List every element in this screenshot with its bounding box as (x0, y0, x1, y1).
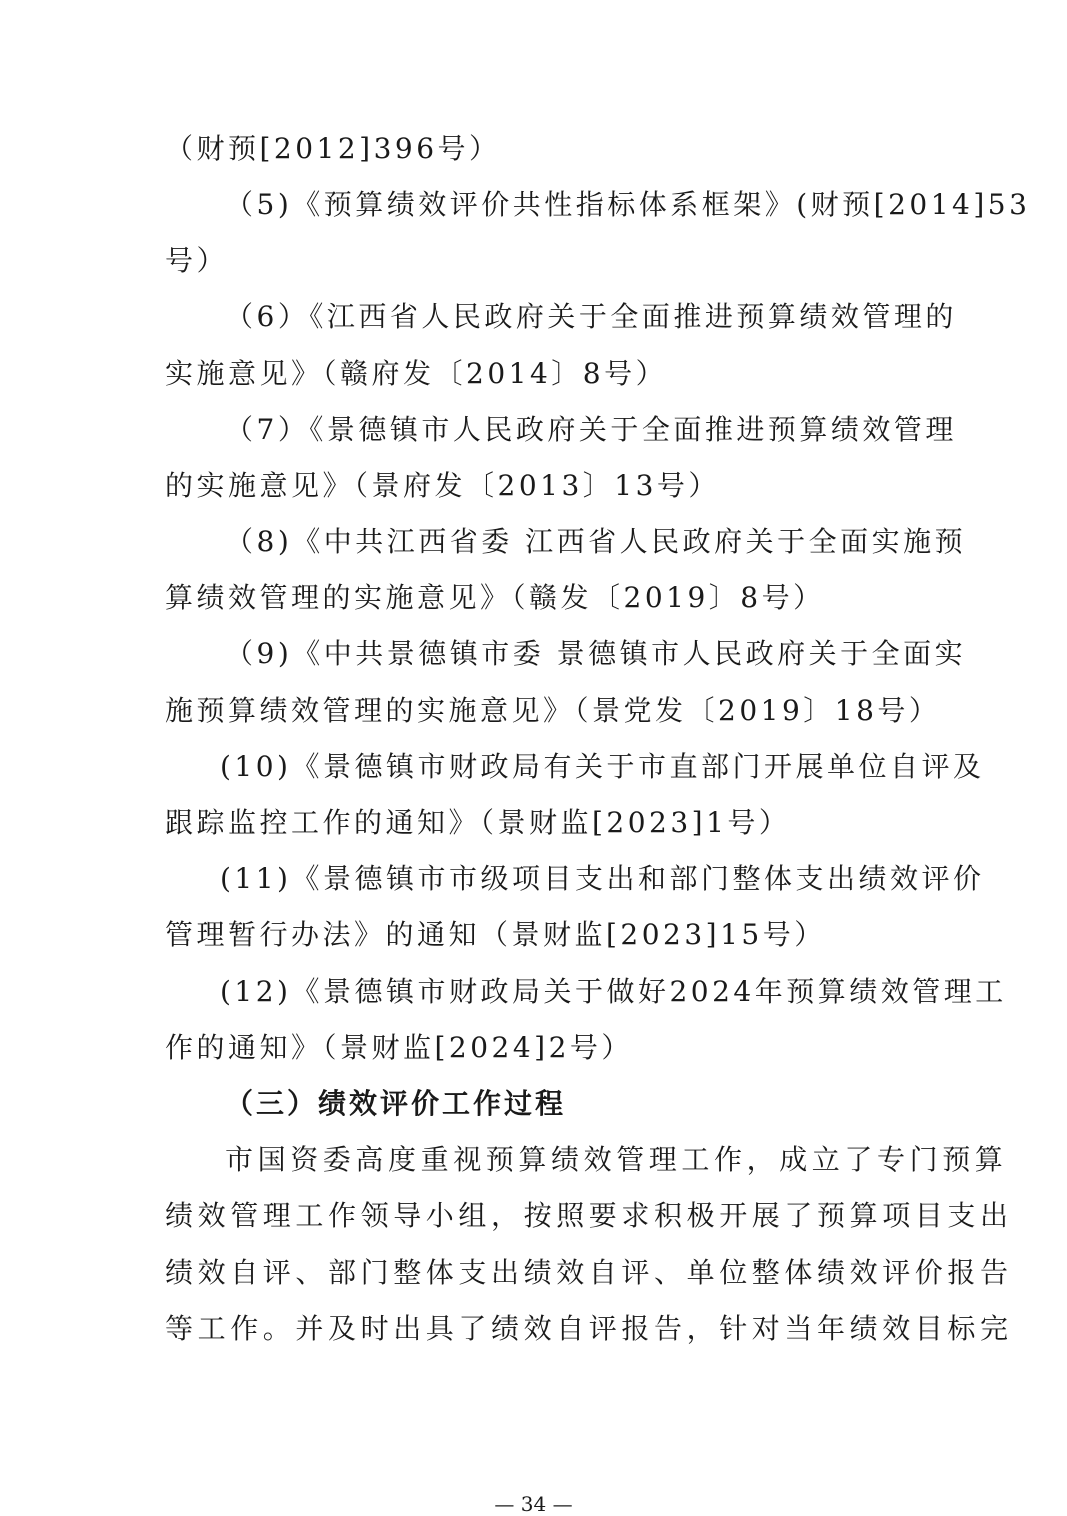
text-line: 号） (165, 244, 229, 277)
paragraph-line: 市国资委高度重视预算绩效管理工作，成立了专门预算 (225, 1143, 1008, 1176)
section-heading: （三）绩效评价工作过程 (225, 1087, 567, 1120)
reference-item-7: （7）《景德镇市人民政府关于全面推进预算绩效管理 (225, 413, 957, 446)
text-line: 作的通知》（景财监[2024]2号） (165, 1031, 633, 1064)
reference-item-6: （6）《江西省人民政府关于全面推进预算绩效管理的 (225, 300, 957, 333)
text-line: 实施意见》（赣府发〔2014〕8号） (165, 357, 668, 390)
reference-item-11: (11)《景德镇市市级项目支出和部门整体支出绩效评价 (220, 862, 985, 895)
text-line: 的实施意见》（景府发〔2013〕13号） (165, 469, 720, 502)
paragraph-line: 绩效管理工作领导小组，按照要求积极开展了预算项目支出 (165, 1199, 1013, 1232)
reference-item-8: （8)《中共江西省委 江西省人民政府关于全面实施预 (225, 525, 967, 558)
reference-item-5: （5)《预算绩效评价共性指标体系框架》(财预[2014]53 (225, 188, 1031, 221)
paragraph-line: 等工作。并及时出具了绩效自评报告，针对当年绩效目标完 (165, 1312, 1013, 1345)
text-line: 算绩效管理的实施意见》（赣发〔2019〕8号） (165, 581, 825, 614)
text-line: （财预[2012]396号） (165, 132, 501, 165)
reference-item-9: （9)《中共景德镇市委 景德镇市人民政府关于全面实 (225, 637, 967, 670)
text-line: 管理暂行办法》的通知（景财监[2023]15号） (165, 918, 826, 951)
reference-item-12: (12)《景德镇市财政局关于做好2024年预算绩效管理工 (220, 975, 1007, 1008)
text-line: 跟踪监控工作的通知》（景财监[2023]1号） (165, 806, 791, 839)
paragraph-line: 绩效自评、部门整体支出绩效自评、单位整体绩效评价报告 (165, 1256, 1013, 1289)
page-number: — 34 — (494, 1492, 573, 1516)
text-line: 施预算绩效管理的实施意见》（景党发〔2019〕18号） (165, 694, 941, 727)
reference-item-10: (10)《景德镇市财政局有关于市直部门开展单位自评及 (220, 750, 985, 783)
